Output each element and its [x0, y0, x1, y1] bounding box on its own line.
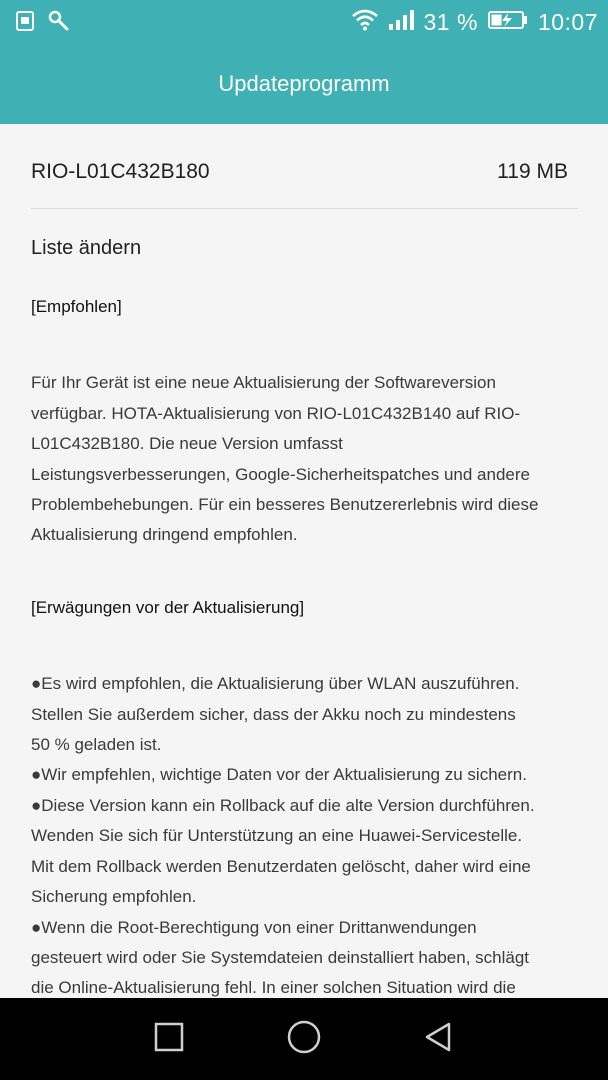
version-row — [31, 160, 568, 184]
consideration-line: die Online-Aktualisierung fehl. In einer solchen Situation wird die — [31, 978, 516, 998]
recommended-tag: [Empfohlen] — [31, 297, 122, 316]
back-button[interactable] — [418, 1018, 460, 1060]
sim-card-icon — [16, 11, 34, 36]
consideration-line: ●Wenn die Root-Berechtigung von einer Drittanwendungen — [31, 917, 477, 937]
clock: 10:07 — [537, 8, 598, 35]
consideration-line: Sicherung empfohlen. — [31, 887, 197, 907]
battery-charging-icon — [488, 10, 528, 35]
divider — [31, 208, 578, 209]
considerations-heading: [Erwägungen vor der Aktualisierung] — [31, 597, 305, 617]
consideration-line: ●Wir empfehlen, wichtige Daten vor der Aktualisierung zu sichern. — [31, 765, 527, 785]
description-line: L01C432B180. Die neue Version umfasst — [31, 434, 343, 454]
consideration-line: 50 % geladen ist. — [31, 735, 162, 755]
back-icon — [423, 1021, 455, 1058]
wifi-icon — [352, 9, 378, 36]
consideration-line: ●Es wird empfohlen, die Aktualisierung über WLAN auszuführen. — [31, 674, 520, 694]
description-line: Leistungsverbesserungen, Google-Sicherheitspatches und andere — [31, 464, 530, 484]
description-line: Aktualisierung dringend empfohlen. — [31, 525, 298, 545]
battery-percent: 31 % — [423, 8, 478, 35]
consideration-line: Wenden Sie sich für Unterstützung an eine Huawei-Servicestelle. — [31, 826, 523, 846]
update-details[interactable] — [0, 124, 608, 998]
app-bar — [0, 0, 608, 124]
change-list-heading: Liste ändern — [31, 237, 142, 259]
consideration-line: Mit dem Rollback werden Benutzerdaten gelöscht, daher wird eine — [31, 856, 531, 876]
recent-apps-button[interactable] — [148, 1018, 190, 1060]
consideration-line: ●Diese Version kann ein Rollback auf die alte Version durchführen. — [31, 795, 535, 815]
consideration-line: gesteuert wird oder Sie Systemdateien deinstalliert haben, schlägt — [31, 947, 530, 967]
download-size: 119 MB — [497, 160, 568, 183]
navigation-bar — [0, 998, 608, 1080]
page-title: Updateprogramm — [218, 71, 390, 96]
cellular-signal-icon — [388, 9, 414, 36]
version-name: RIO-L01C432B180 — [31, 160, 210, 183]
wrench-icon — [48, 10, 70, 37]
consideration-line: Stellen Sie außerdem sicher, dass der Akku noch zu mindestens — [31, 704, 516, 724]
description-line: Für Ihr Gerät ist eine neue Aktualisierung der Softwareversion — [31, 373, 496, 393]
home-icon — [287, 1020, 321, 1059]
changelog-text — [31, 292, 591, 998]
recent-apps-icon — [154, 1022, 184, 1057]
description-line: Problembehebungen. Für ein besseres Benutzererlebnis wird diese — [31, 495, 539, 515]
status-bar — [0, 0, 608, 44]
home-button[interactable] — [283, 1018, 325, 1060]
description-line: verfügbar. HOTA-Aktualisierung von RIO-L01C432B140 auf RIO- — [31, 403, 521, 423]
